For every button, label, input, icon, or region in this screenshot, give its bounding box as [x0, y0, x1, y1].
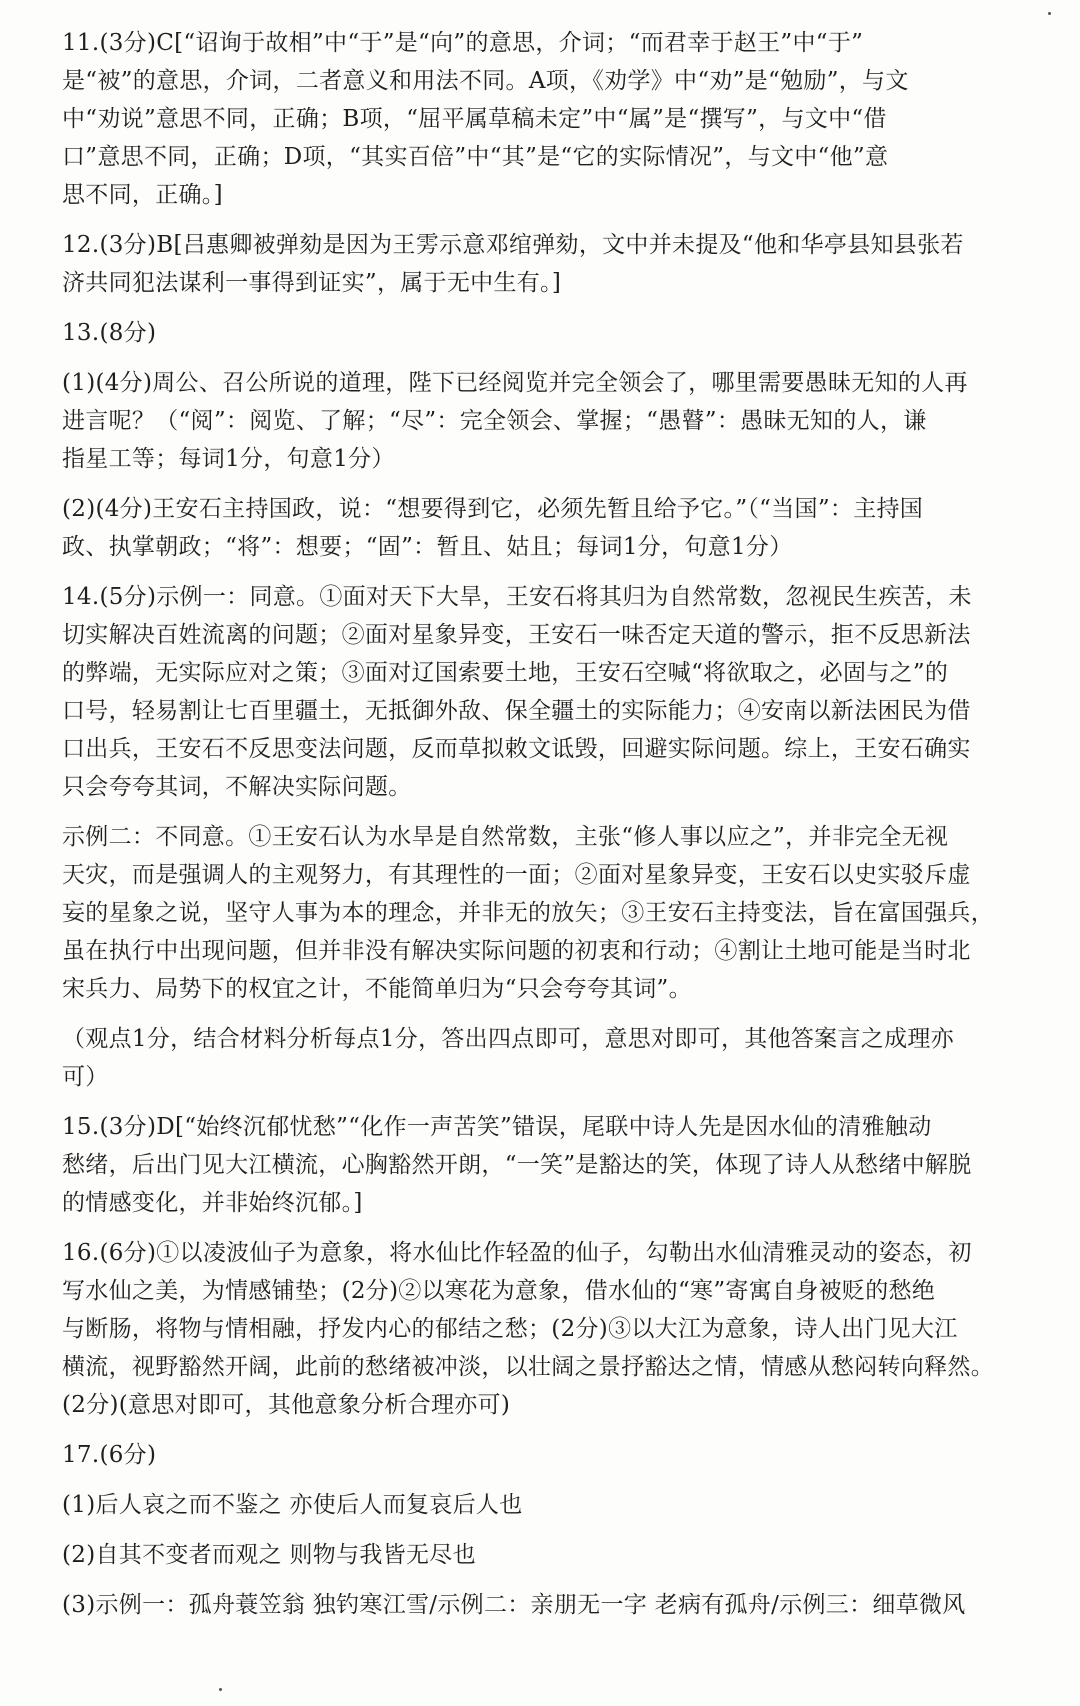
- answer-13-heading: [62, 314, 1032, 352]
- answer-17-heading: [62, 1436, 1032, 1474]
- text-line: 切实解决百姓流离的问题；②面对星象异变，王安石一味否定天道的警示，拒不反思新法: [62, 622, 971, 648]
- answer-13-2: [62, 490, 1032, 566]
- scan-speck: [219, 1688, 222, 1691]
- text-line: 的情感变化，并非始终沉郁。]: [62, 1190, 363, 1216]
- text-line: 宋兵力、局势下的权宜之计，不能简单归为“只会夸夸其词”。: [62, 976, 692, 1002]
- text-line: (1)后人哀之而不鉴之 亦使后人而复哀后人也: [62, 1492, 523, 1518]
- text-line: 口号，轻易割让七百里疆土，无抵御外敌、保全疆土的实际能力；④安南以新法困民为借: [62, 698, 971, 724]
- text-line: 横流，视野豁然开阔，此前的愁绪被冲淡，以壮阔之景抒豁达之情，情感从愁闷转向释然。: [62, 1354, 994, 1380]
- text-line: 与断肠，将物与情相融，抒发内心的郁结之愁；(2分)③以大江为意象，诗人出门见大江: [62, 1316, 958, 1342]
- text-line: 可）: [62, 1064, 109, 1090]
- text-line: 中“劝说”意思不同，正确；B项，“屈平属草稿未定”中“属”是“撰写”，与文中“借: [62, 106, 887, 132]
- text-line: 愁绪，后出门见大江横流，心胸豁然开朗，“一笑”是豁达的笑，体现了诗人从愁绪中解脱: [62, 1152, 972, 1178]
- text-line: （观点1分，结合材料分析每点1分，答出四点即可，意思对即可，其他答案言之成理亦: [62, 1026, 954, 1052]
- answer-14-scoring-note: [62, 1020, 1032, 1096]
- text-line: 示例二：不同意。①王安石认为水旱是自然常数，主张“修人事以应之”，并非完全无视: [62, 824, 949, 850]
- answer-17-2: [62, 1536, 1032, 1574]
- answer-13-1: [62, 364, 1032, 478]
- answer-17-3: [62, 1586, 1032, 1624]
- text-line: 是“被”的意思，介词，二者意义和用法不同。A项，《劝学》中“劝”是“勉励”，与文: [62, 68, 909, 94]
- text-line: 进言呢？（“阅”：阅览、了解；“尽”：完全领会、掌握；“愚瞽”：愚昧无知的人，谦: [62, 408, 927, 434]
- text-line: (2分)(意思对即可，其他意象分析合理亦可): [62, 1392, 511, 1418]
- text-line: 写水仙之美，为情感铺垫；(2分)②以寒花为意象，借水仙的“寒”寄寓自身被贬的愁绝: [62, 1278, 936, 1304]
- text-line: 16.(6分)①以凌波仙子为意象，将水仙比作轻盈的仙子，勾勒出水仙清雅灵动的姿态，初: [62, 1240, 972, 1266]
- answer-14-example-1: [62, 578, 1032, 806]
- text-line: 口”意思不同，正确；D项，“其实百倍”中“其”是“它的实际情况”，与文中“他”意: [62, 144, 889, 170]
- text-line: 指星工等；每词1分，句意1分）: [62, 446, 395, 472]
- text-line: 天灾，而是强调人的主观努力，有其理性的一面；②面对星象异变，王安石以史实驳斥虚: [62, 862, 971, 888]
- text-line: 11.(3分)C[“诏询于故相”中“于”是“向”的意思，介词；“而君幸于赵王”中“于”: [62, 30, 864, 56]
- text-line: 只会夸夸其词，不解决实际问题。: [62, 774, 412, 800]
- text-line: 妄的星象之说，坚守人事为本的理念，并非无的放矢；③王安石主持变法，旨在富国强兵，: [62, 900, 994, 926]
- text-line: 的弊端，无实际应对之策；③面对辽国索要土地，王安石空喊“将欲取之，必固与之”的: [62, 660, 949, 686]
- text-line: (2)自其不变者而观之 则物与我皆无尽也: [62, 1542, 476, 1568]
- answer-12: [62, 226, 1032, 302]
- answer-16: [62, 1234, 1032, 1424]
- text-line: 虽在执行中出现问题，但并非没有解决实际问题的初衷和行动；④割让土地可能是当时北: [62, 938, 971, 964]
- text-line: 12.(3分)B[吕惠卿被弹劾是因为王雱示意邓绾弹劾，文中并未提及“他和华亭县知县张若: [62, 232, 964, 258]
- answer-14-example-2: [62, 818, 1032, 1008]
- text-line: 政、执掌朝政；“将”：想要；“固”：暂且、姑且；每词1分，句意1分）: [62, 534, 793, 560]
- text-line: (1)(4分)周公、召公所说的道理，陛下已经阅览并完全领会了，哪里需要愚昧无知的人再: [62, 370, 968, 396]
- text-line: (3)示例一：孤舟蓑笠翁 独钓寒江雪/示例二：亲朋无一字 老病有孤舟/示例三：细草微风: [62, 1592, 966, 1618]
- text-line: 口出兵，王安石不反思变法问题，反而草拟敕文诋毁，回避实际问题。综上，王安石确实: [62, 736, 971, 762]
- answer-content: [62, 24, 1032, 1636]
- scan-speck: [1048, 12, 1051, 15]
- text-line: 15.(3分)D[“始终沉郁忧愁”“化作一声苦笑”错误，尾联中诗人先是因水仙的清雅触动: [62, 1114, 932, 1140]
- text-line: 思不同，正确。]: [62, 182, 223, 208]
- text-line: 14.(5分)示例一：同意。①面对天下大旱，王安石将其归为自然常数，忽视民生疾苦，未: [62, 584, 972, 610]
- answer-11: [62, 24, 1032, 214]
- answer-17-1: [62, 1486, 1032, 1524]
- text-line: (2)(4分)王安石主持国政，说：“想要得到它，必须先暂且给予它。”（“当国”：主持国: [62, 496, 924, 522]
- answer-15: [62, 1108, 1032, 1222]
- text-line: 17.(6分): [62, 1442, 157, 1468]
- text-line: 13.(8分): [62, 320, 157, 346]
- text-line: 济共同犯法谋利一事得到证实”，属于无中生有。]: [62, 270, 562, 296]
